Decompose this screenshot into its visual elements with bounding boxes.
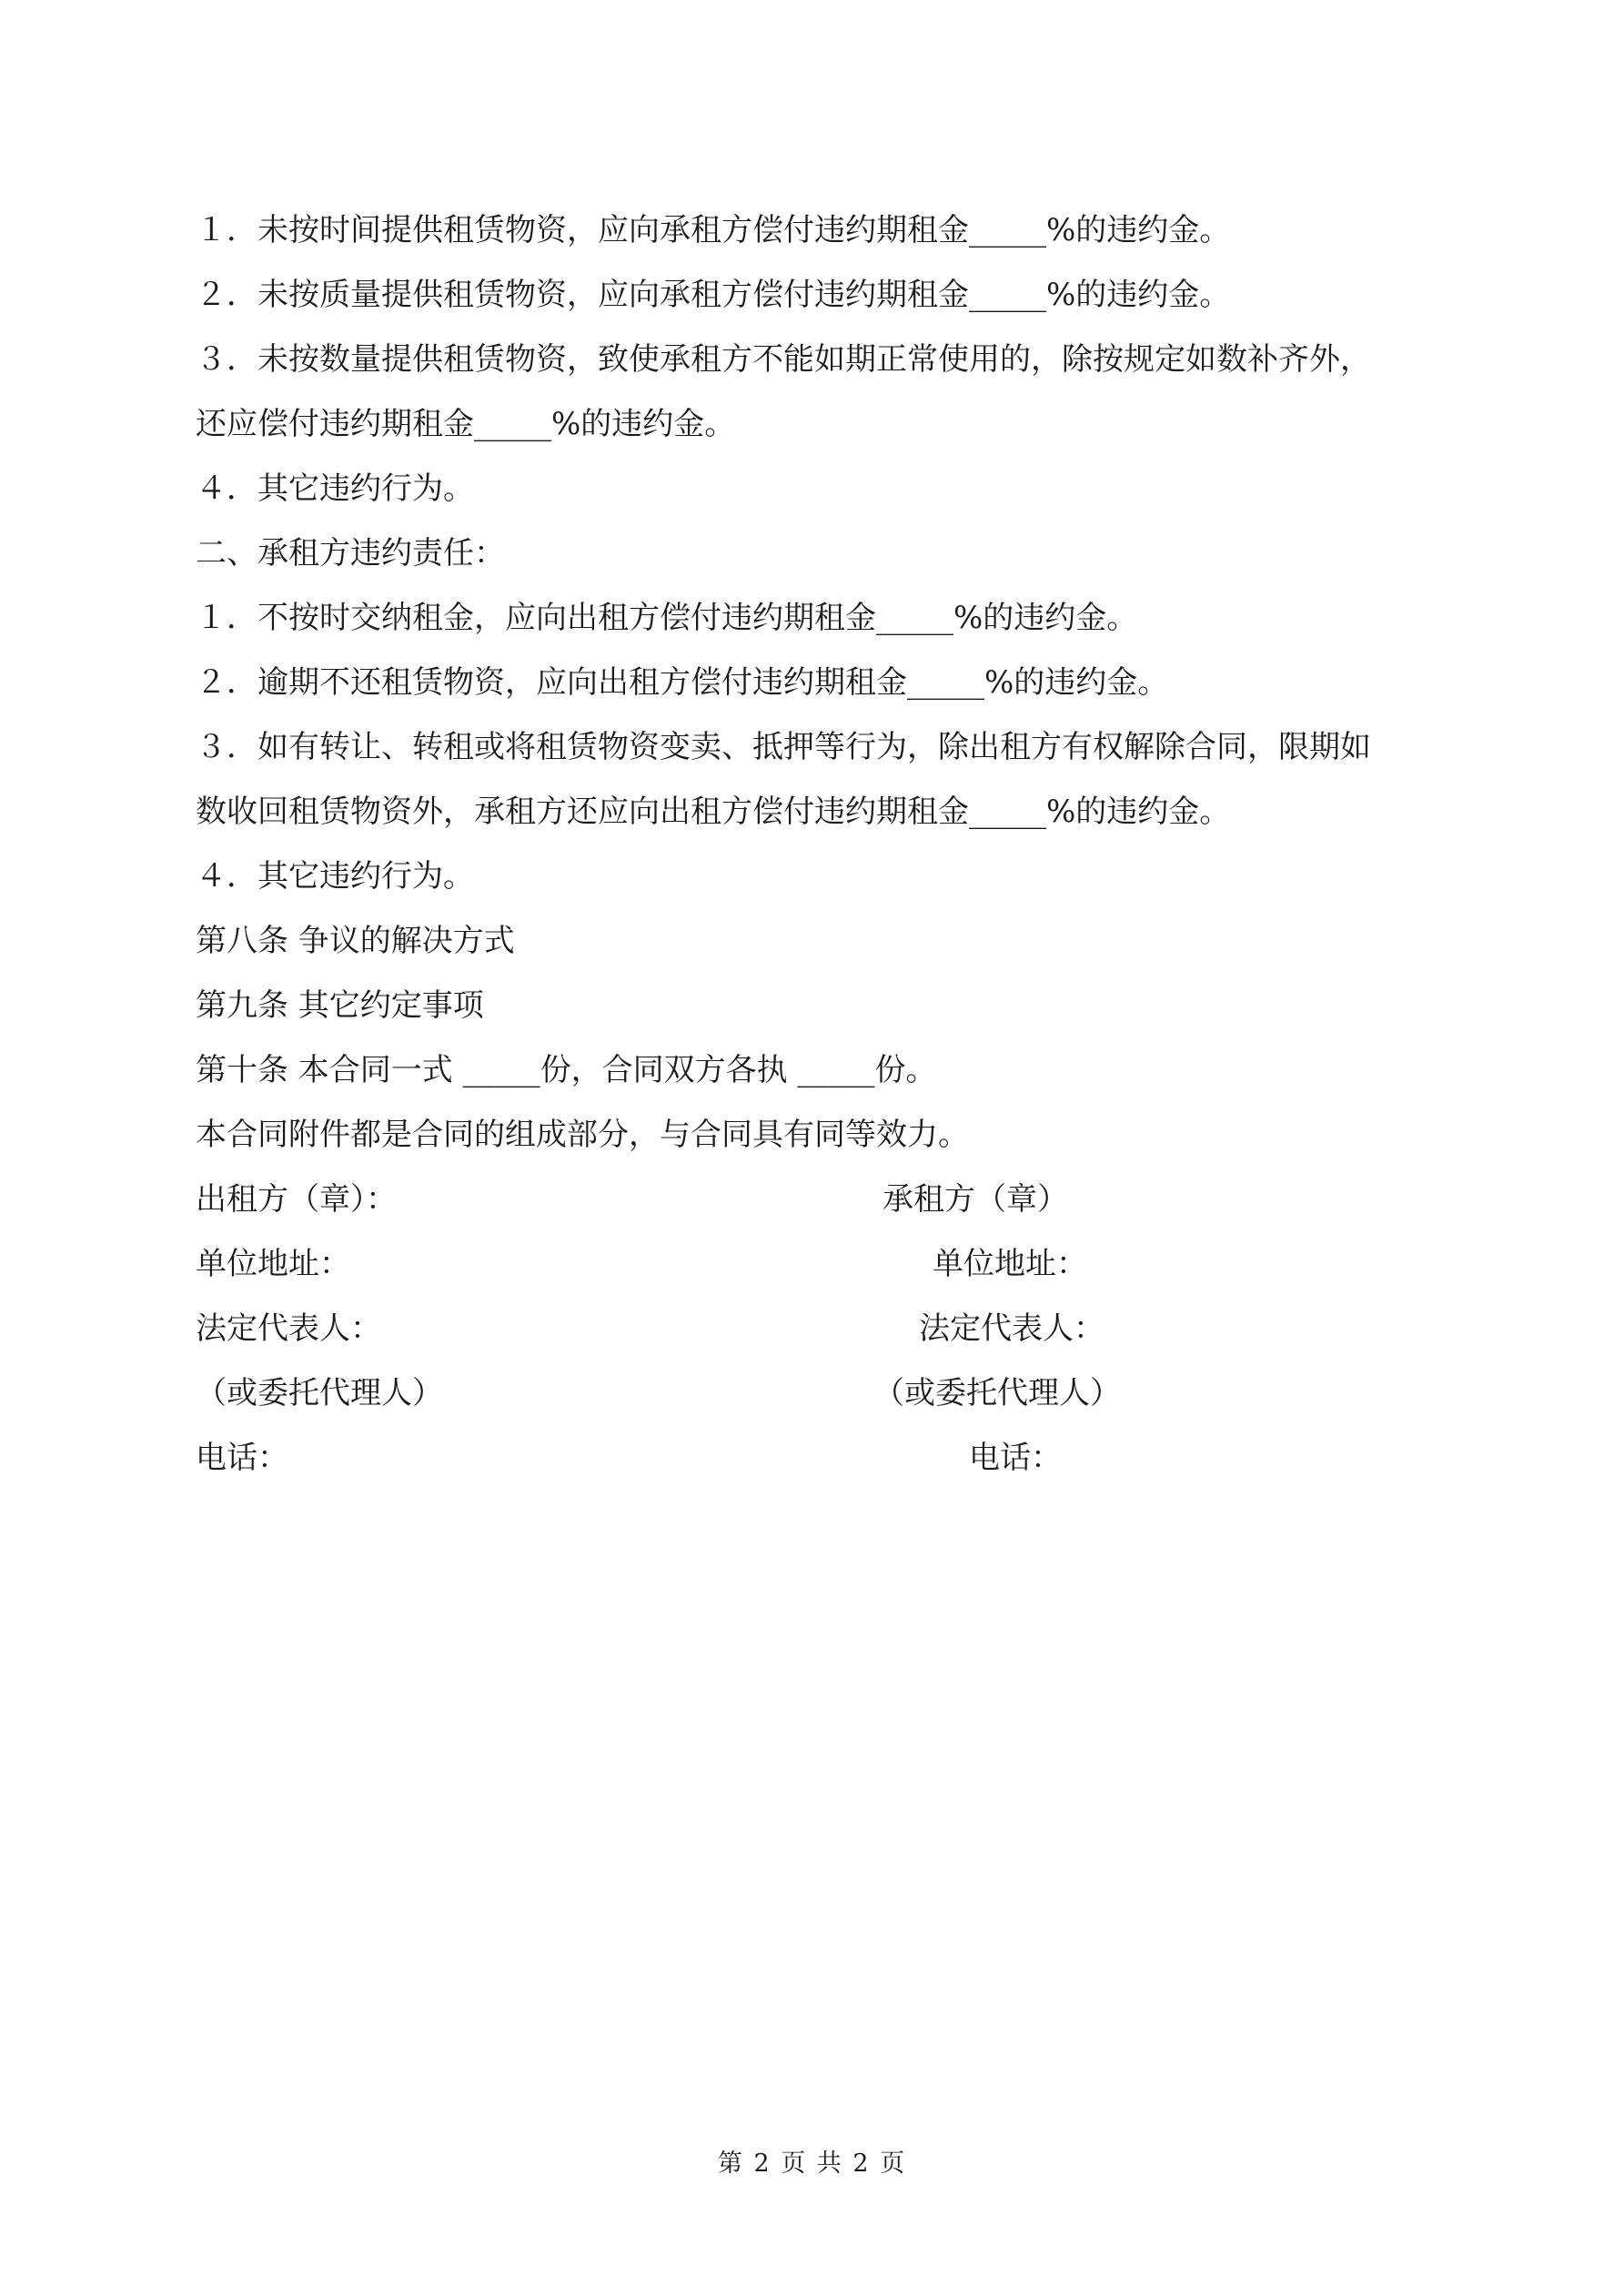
signature-row <box>196 1426 1451 1491</box>
clause-line: ３．如有转让、转租或将租赁物资变卖、抵押等行为，除出租方有权解除合同，限期如 <box>196 729 1371 765</box>
page-number-footer: 第 2 页 共 2 页 <box>717 2149 907 2178</box>
article-line: 第十条 本合同一式 _____份，合同双方各执 _____份。 <box>196 1052 937 1088</box>
clause-line: 数收回租赁物资外，承租方还应向出租方偿付违约期租金_____%的违约金。 <box>196 794 1231 830</box>
clause-line: ４．其它违约行为。 <box>196 858 474 895</box>
lessee-representative-label: 法定代表人： <box>919 1310 1105 1347</box>
clause-line: 还应偿付违约期租金_____%的违约金。 <box>196 406 736 442</box>
lessor-representative-label: 法定代表人： <box>196 1310 381 1347</box>
article-line: 第九条 其它约定事项 <box>196 987 484 1024</box>
signature-block <box>196 1168 1451 1491</box>
lessee-seal-label: 承租方（章） <box>883 1181 1068 1218</box>
section-heading: 二、承租方违约责任： <box>196 535 505 571</box>
clause-line: ２．未按质量提供租赁物资，应向承租方偿付违约期租金_____%的违约金。 <box>196 277 1231 313</box>
clause-line: １．不按时交纳租金，应向出租方偿付违约期租金_____%的违约金。 <box>196 600 1138 636</box>
signature-row <box>196 1297 1451 1361</box>
signature-row <box>196 1168 1451 1232</box>
lessor-phone-label: 电话： <box>196 1440 288 1476</box>
lessor-agent-label: （或委托代理人） <box>196 1375 443 1411</box>
lessor-address-label: 单位地址： <box>196 1246 350 1282</box>
clause-line: １．未按时间提供租赁物资，应向承租方偿付违约期租金_____%的违约金。 <box>196 212 1231 248</box>
lessee-agent-label: （或委托代理人） <box>873 1375 1121 1411</box>
clause-line: ４．其它违约行为。 <box>196 470 474 507</box>
signature-row <box>196 1361 1451 1426</box>
article-line: 第八条 争议的解决方式 <box>196 923 515 959</box>
closing-statement: 本合同附件都是合同的组成部分，与合同具有同等效力。 <box>196 1117 969 1153</box>
lessee-phone-label: 电话： <box>969 1440 1062 1476</box>
clause-line: ３．未按数量提供租赁物资，致使承租方不能如期正常使用的，除按规定如数补齐外， <box>196 341 1371 378</box>
contract-body <box>196 198 1451 1168</box>
lessee-address-label: 单位地址： <box>933 1246 1087 1282</box>
signature-row <box>196 1232 1451 1297</box>
clause-line: ２．逾期不还租赁物资，应向出租方偿付违约期租金_____%的违约金。 <box>196 664 1169 701</box>
lessor-seal-label: 出租方（章）： <box>196 1181 397 1218</box>
